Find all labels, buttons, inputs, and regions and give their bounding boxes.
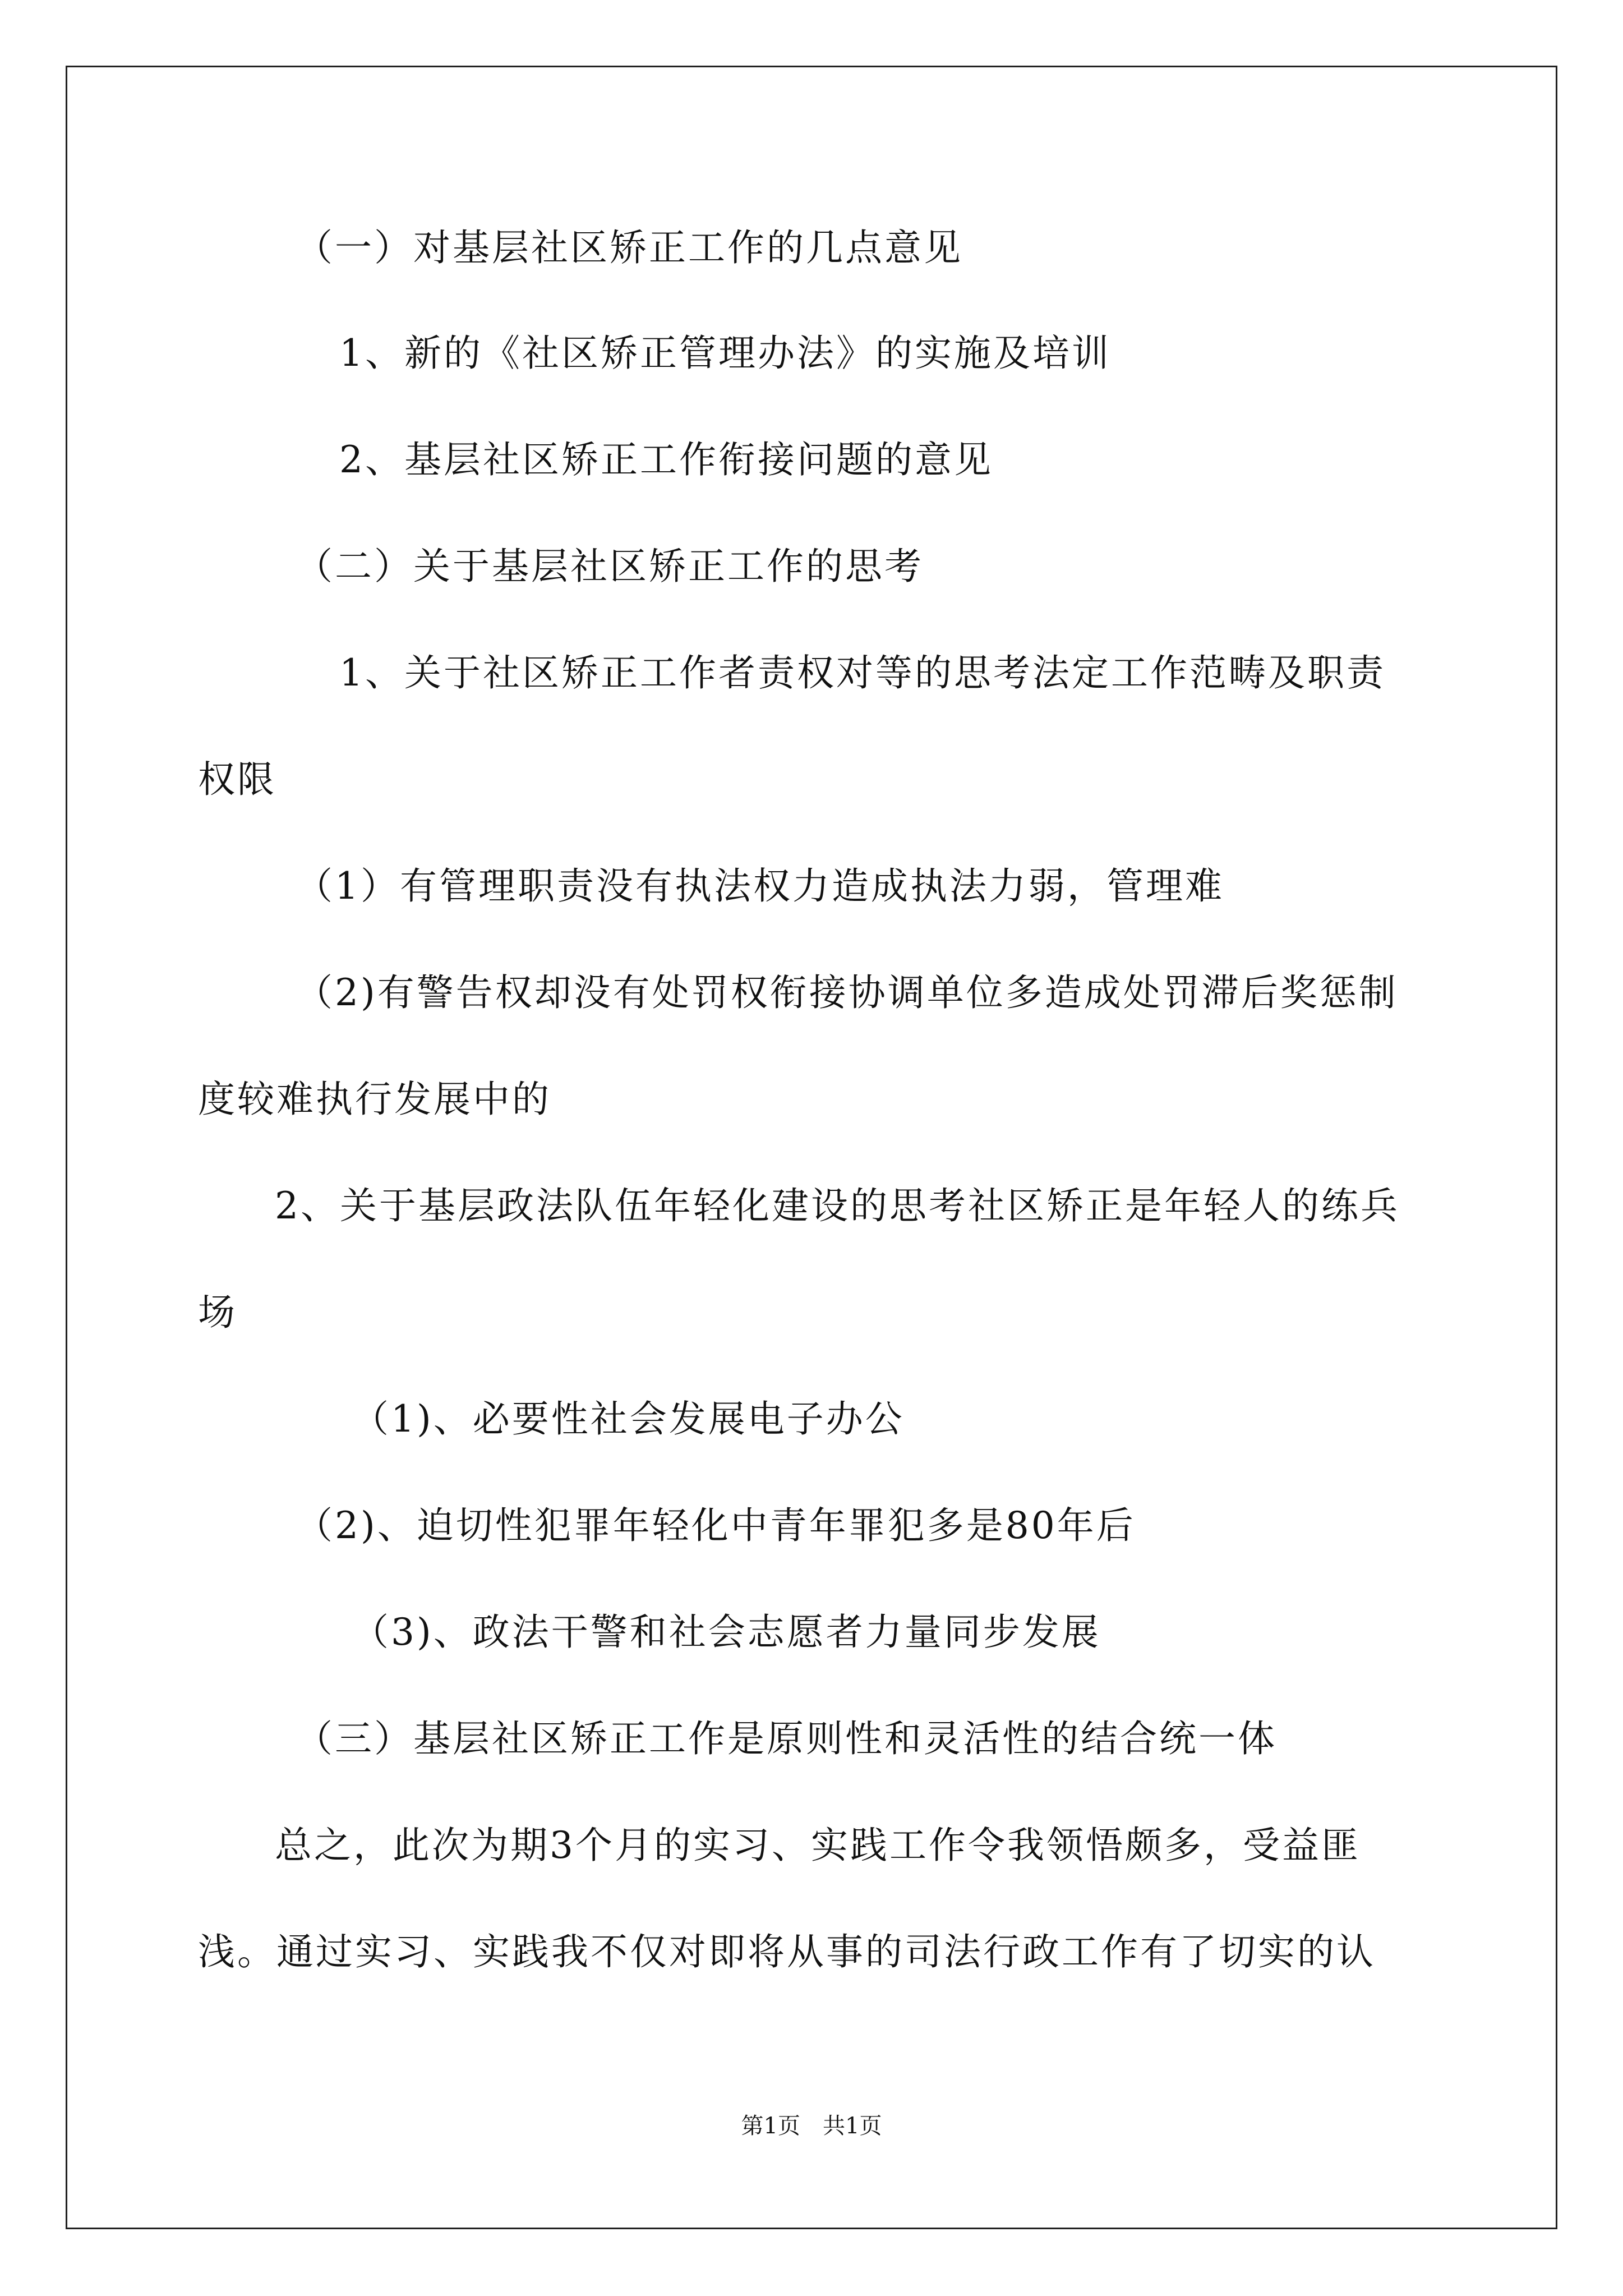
page-footer: 第1页 共1页: [741, 2113, 882, 2139]
subitem-2-1-2-continued: 度较难执行发展中的: [198, 1078, 551, 1121]
subitem-2-2-3: （3)、政法干警和社会志愿者力量同步发展: [352, 1611, 1101, 1654]
section-heading-3: （三）基层社区矫正工作是原则性和灵活性的结合统一体: [296, 1717, 1277, 1760]
page-border: [66, 66, 1557, 2229]
conclusion-paragraph-line-2: 浅。通过实习、实践我不仅对即将从事的司法行政工作有了切实的认: [198, 1930, 1376, 1973]
section-heading-1: （一）对基层社区矫正工作的几点意见: [296, 226, 963, 269]
subitem-2-1-1: （1）有管理职责没有执法权力造成执法力弱，管理难: [296, 864, 1224, 908]
item-1-2: 2、基层社区矫正工作衔接问题的意见: [339, 438, 993, 481]
item-2-2-continued: 场: [198, 1291, 237, 1334]
conclusion-paragraph-line-1: 总之，此次为期3个月的实习、实践工作令我领悟颇多，受益匪: [275, 1824, 1361, 1867]
subitem-2-2-1: （1)、必要性社会发展电子办公: [352, 1397, 905, 1441]
subitem-2-2-2: （2)、迫切性犯罪年轻化中青年罪犯多是80年后: [296, 1504, 1136, 1547]
item-2-1: 1、关于社区矫正工作者责权对等的思考法定工作范畴及职责: [339, 651, 1386, 694]
section-heading-2: （二）关于基层社区矫正工作的思考: [296, 545, 924, 588]
item-2-1-continued: 权限: [198, 758, 276, 801]
item-1-1: 1、新的《社区矫正管理办法》的实施及培训: [339, 332, 1111, 375]
item-2-2: 2、关于基层政法队伍年轻化建设的思考社区矫正是年轻人的练兵: [275, 1184, 1400, 1227]
subitem-2-1-2: （2)有警告权却没有处罚权衔接协调单位多造成处罚滞后奖惩制: [296, 971, 1398, 1014]
